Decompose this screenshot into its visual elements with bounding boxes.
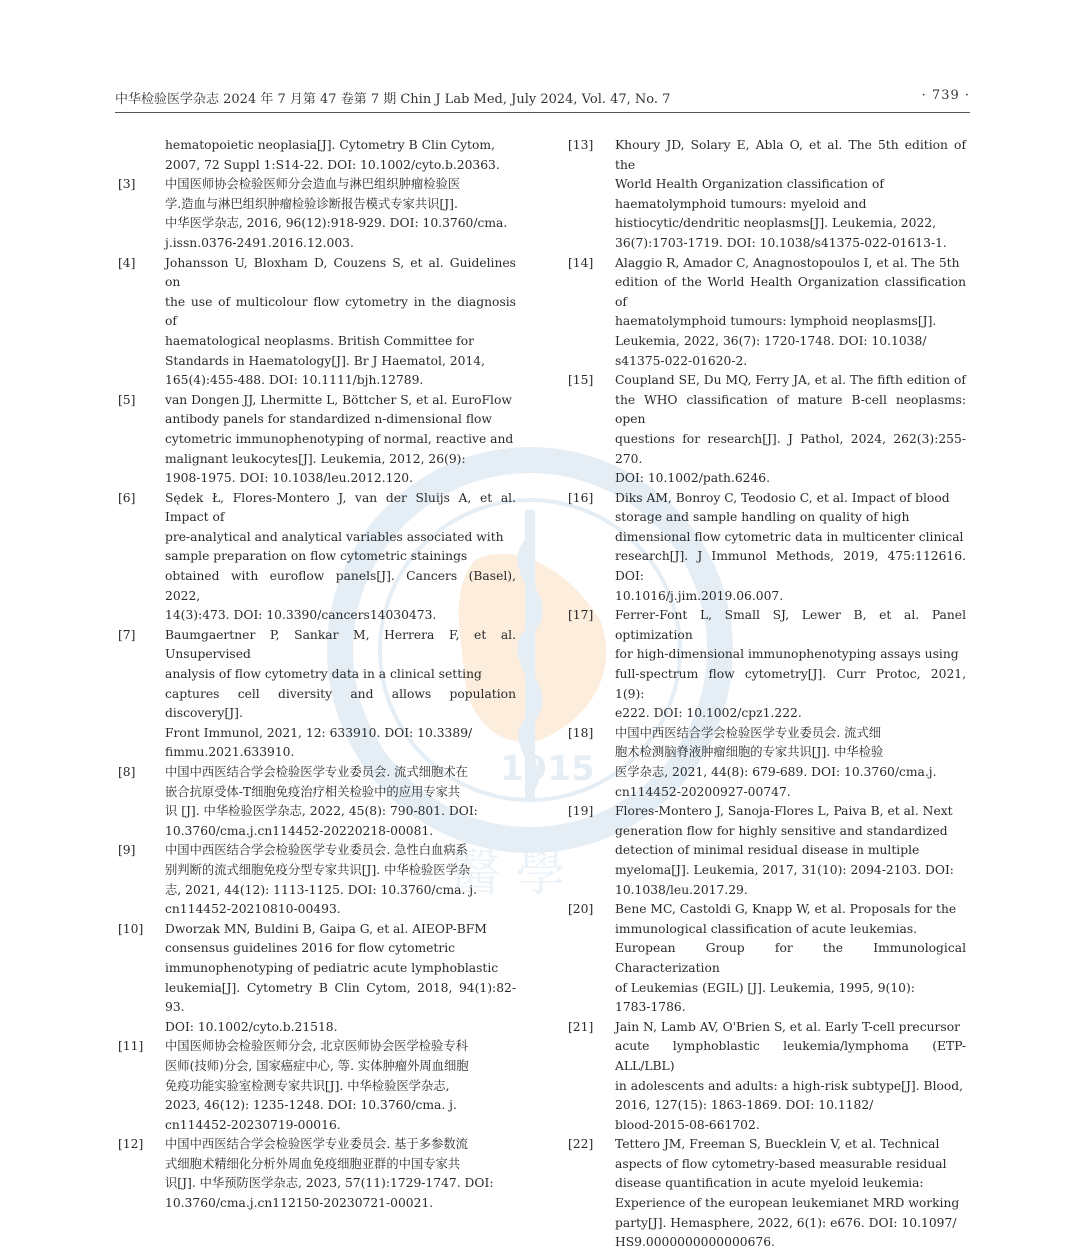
reference-entry <box>568 254 966 372</box>
reference-number: [15] <box>568 373 594 388</box>
reference-entry <box>568 371 966 489</box>
reference-text: van Dongen JJ, Lhermitte L, Böttcher S, et al. EuroFlow antibody panels for standardized n-dimensional flow cytometric immunophenotyping of normal, reactive and malignant leukocytes[J]. Leukemia, 2012, 26(9): 1908-1975. DOI: 10.1038/leu.2012.120. <box>165 392 514 486</box>
reference-entry <box>568 606 966 724</box>
reference-entry <box>118 489 516 626</box>
reference-text: 中国中西医结合学会检验医学专业委员会. 流式细 胞术检测脑脊液肿瘤细胞的专家共识[J]. 中华检验 医学杂志, 2021, 44(8): 679-689. DOI: 10.3760/cma.j. cn114452-20200927-00747. <box>615 725 937 799</box>
reference-entry <box>568 1018 966 1136</box>
reference-number: [18] <box>568 725 594 740</box>
reference-number: [7] <box>118 627 136 642</box>
svg-text:醫 學: 醫 學 <box>450 844 566 902</box>
reference-text: Khoury JD, Solary E, Abla O, et al. The 5th edition of the World Health Organization classification of haematolymphoid tumours: myeloid and histiocytic/dendritic neoplasms[J]. Leukemia, 2022, 36(7):1703-1719. DOI: 10.1038/s41375-022-01613-1. <box>615 138 966 250</box>
reference-number: [9] <box>118 843 136 858</box>
reference-number: [8] <box>118 765 136 779</box>
reference-number: [14] <box>568 255 594 270</box>
reference-number: [13] <box>568 138 594 152</box>
reference-text: 中国中西医结合学会检验医学专业委员会. 流式细胞术在 嵌合抗原受体-T细胞免疫治疗相关检验中的应用专家共 识 [J]. 中华检验医学杂志, 2022, 45(8): 790-801. DOI: 10.3760/cma.j.cn114452-20220218-00081. <box>165 765 478 838</box>
header-rule <box>115 112 970 113</box>
reference-entry <box>118 391 516 489</box>
reference-entry <box>118 763 516 841</box>
reference-text: Dworzak MN, Buldini B, Gaipa G, et al. AIEOP-BFM consensus guidelines 2016 for flow cytometric immunophenotyping of pediatric acute lymphoblastic leukemia[J]. Cytometry B Clin Cytom, 2018, 94(1):82-93. DOI: 10.1002/cyto.b.21518. <box>165 921 516 1034</box>
reference-entry <box>568 802 966 900</box>
page-number: · 739 · <box>921 88 970 103</box>
reference-text: 中国中西医结合学会检验医学专业委员会. 急性白血病系 别判断的流式细胞免疫分型专家共识[J]. 中华检验医学杂 志, 2021, 44(12): 1113-1125. DOI: 10.3760/cma. j. cn114452-20210810-00493. <box>165 843 477 917</box>
reference-number: [3] <box>118 177 136 192</box>
reference-text: Bene MC, Castoldi G, Knapp W, et al. Proposals for the immunological classification of acute leukemias. European Group for the Immunological Characterization of Leukemias (EGIL) [J]. Leukemia, 1995, 9(10): 1783-1786. <box>615 902 966 1015</box>
reference-entry <box>118 175 516 253</box>
reference-number: [20] <box>568 902 594 917</box>
reference-text: 中国医师协会检验医师分会, 北京医师协会医学检验专科 医师(技师)分会, 国家癌症中心, 等. 实体肿瘤外周血细胞 免疫功能实验室检测专家共识[J]. 中华检验医学杂志, 2023, 46(12): 1235-1248. DOI: 10.3760/cma. j. cn114452-20230719-00016. <box>165 1039 469 1132</box>
reference-number: [16] <box>568 490 594 505</box>
reference-text: Jain N, Lamb AV, O'Brien S, et al. Early T-cell precursor acute lymphoblastic leukemia/lymphoma (ETP-ALL/LBL) in adolescents and adults: a high-risk subtype[J]. Blood, 2016, 127(15): 1863-1869. DOI: 10.1182/ blood-2015-08-661702. <box>615 1019 966 1132</box>
reference-text: 中国医师协会检验医师分会造血与淋巴组织肿瘤检验医 学.造血与淋巴组织肿瘤检验诊断报告模式专家共识[J]. 中华医学杂志, 2016, 96(12):918-929. DOI: 10.3760/cma. j.issn.0376-2491.2016.12.003. <box>165 177 508 250</box>
reference-number: [22] <box>568 1137 594 1152</box>
reference-entry <box>568 900 966 1018</box>
reference-entry <box>118 626 516 763</box>
reference-text: Sędek Ł, Flores-Montero J, van der Sluijs A, et al. Impact of pre-analytical and analytical variables associated with sample preparation on flow cytometric stainings obtained with euroflow panels[J]. Cancers (Basel), 2022, 14(3):473. DOI: 10.3390/cancers14030473. <box>165 490 516 623</box>
reference-number: [19] <box>568 804 594 819</box>
reference-number: [21] <box>568 1019 594 1034</box>
reference-entry <box>568 1135 966 1253</box>
reference-number: [4] <box>118 255 136 270</box>
reference-entry <box>568 724 966 802</box>
reference-text: Baumgaertner P, Sankar M, Herrera F, et al. Unsupervised analysis of flow cytometry data in a clinical setting captures cell diversity and allows population discovery[J]. Front Immunol, 2021, 12: 633910. DOI: 10.3389/ fimmu.2021.633910. <box>165 627 516 760</box>
left-reference-column <box>118 136 516 1214</box>
reference-entry <box>568 489 966 607</box>
reference-number: [6] <box>118 490 136 505</box>
reference-entry <box>118 254 516 391</box>
reference-text: Tettero JM, Freeman S, Buecklein V, et al. Technical aspects of flow cytometry-based measurable residual disease quantification in acute myeloid leukemia: Experience of the european leukemianet MRD working party[J]. Hemasphere, 2022, 6(1): e676. DOI: 10.1097/ HS9.0000000000000676. <box>615 1137 960 1250</box>
reference-number: [5] <box>118 392 136 407</box>
reference-entry <box>118 920 516 1038</box>
reference-entry <box>118 136 516 175</box>
reference-text: Ferrer-Font L, Small SJ, Lewer B, et al. Panel optimization for high-dimensional immunophenotyping assays using full-spectrum flow cytometry[J]. Curr Protoc, 2021, 1(9): e222. DOI: 10.1002/cpz1.222. <box>615 608 966 721</box>
reference-entry <box>118 1135 516 1213</box>
journal-citation-header: 中华检验医学杂志 2024 年 7 月第 47 卷第 7 期 Chin J Lab Med, July 2024, Vol. 47, No. 7 <box>115 92 671 107</box>
svg-text:1915: 1915 <box>500 749 595 789</box>
reference-text: Alaggio R, Amador C, Anagnostopoulos I, et al. The 5th edition of the World Health Organization classification of haematolymphoid tumours: lymphoid neoplasms[J]. Leukemia, 2022, 36(7): 1720-1748. DOI: 10.1038/ s41375-022-01620-2. <box>615 255 966 368</box>
running-header <box>115 88 970 110</box>
reference-number: [12] <box>118 1137 144 1152</box>
reference-number: [11] <box>118 1039 144 1054</box>
reference-text: hematopoietic neoplasia[J]. Cytometry B Clin Cytom, 2007, 72 Suppl 1:S14-22. DOI: 10.1002/cyto.b.20363. <box>165 138 500 172</box>
right-reference-column <box>568 136 966 1253</box>
reference-text: Johansson U, Bloxham D, Couzens S, et al. Guidelines on the use of multicolour flow cytometry in the diagnosis of haematological neoplasms. British Committee for Standards in Haematology[J]. Br J Haematol, 2014, 165(4):455-488. DOI: 10.1111/bjh.12789. <box>165 255 516 388</box>
reference-text: 中国中西医结合学会检验医学专业委员会. 基于多参数流 式细胞术精细化分析外周血免疫细胞亚群的中国专家共 识[J]. 中华预防医学杂志, 2023, 57(11):1729-1747. DOI: 10.3760/cma.j.cn112150-20230721-00021. <box>165 1137 494 1211</box>
reference-text: Flores-Montero J, Sanoja-Flores L, Paiva B, et al. Next generation flow for highly sensitive and standardized detection of minimal residual disease in multiple myeloma[J]. Leukemia, 2017, 31(10): 2094-2103. DOI: 10.1038/leu.2017.29. <box>615 804 954 897</box>
reference-entry <box>568 136 966 254</box>
reference-entry <box>118 1037 516 1135</box>
reference-text: Coupland SE, Du MQ, Ferry JA, et al. The fifth edition of the WHO classification of mature B-cell neoplasms: open questions for research[J]. J Pathol, 2024, 262(3):255-270. DOI: 10.1002/path.6246. <box>615 373 966 486</box>
reference-number: [17] <box>568 608 594 623</box>
reference-number: [10] <box>118 921 144 936</box>
reference-text: Diks AM, Bonroy C, Teodosio C, et al. Impact of blood storage and sample handling on quality of high dimensional flow cytometric data in multicenter clinical research[J]. J Immunol Methods, 2019, 475:112616. DOI: 10.1016/j.jim.2019.06.007. <box>615 490 966 603</box>
reference-entry <box>118 841 516 919</box>
